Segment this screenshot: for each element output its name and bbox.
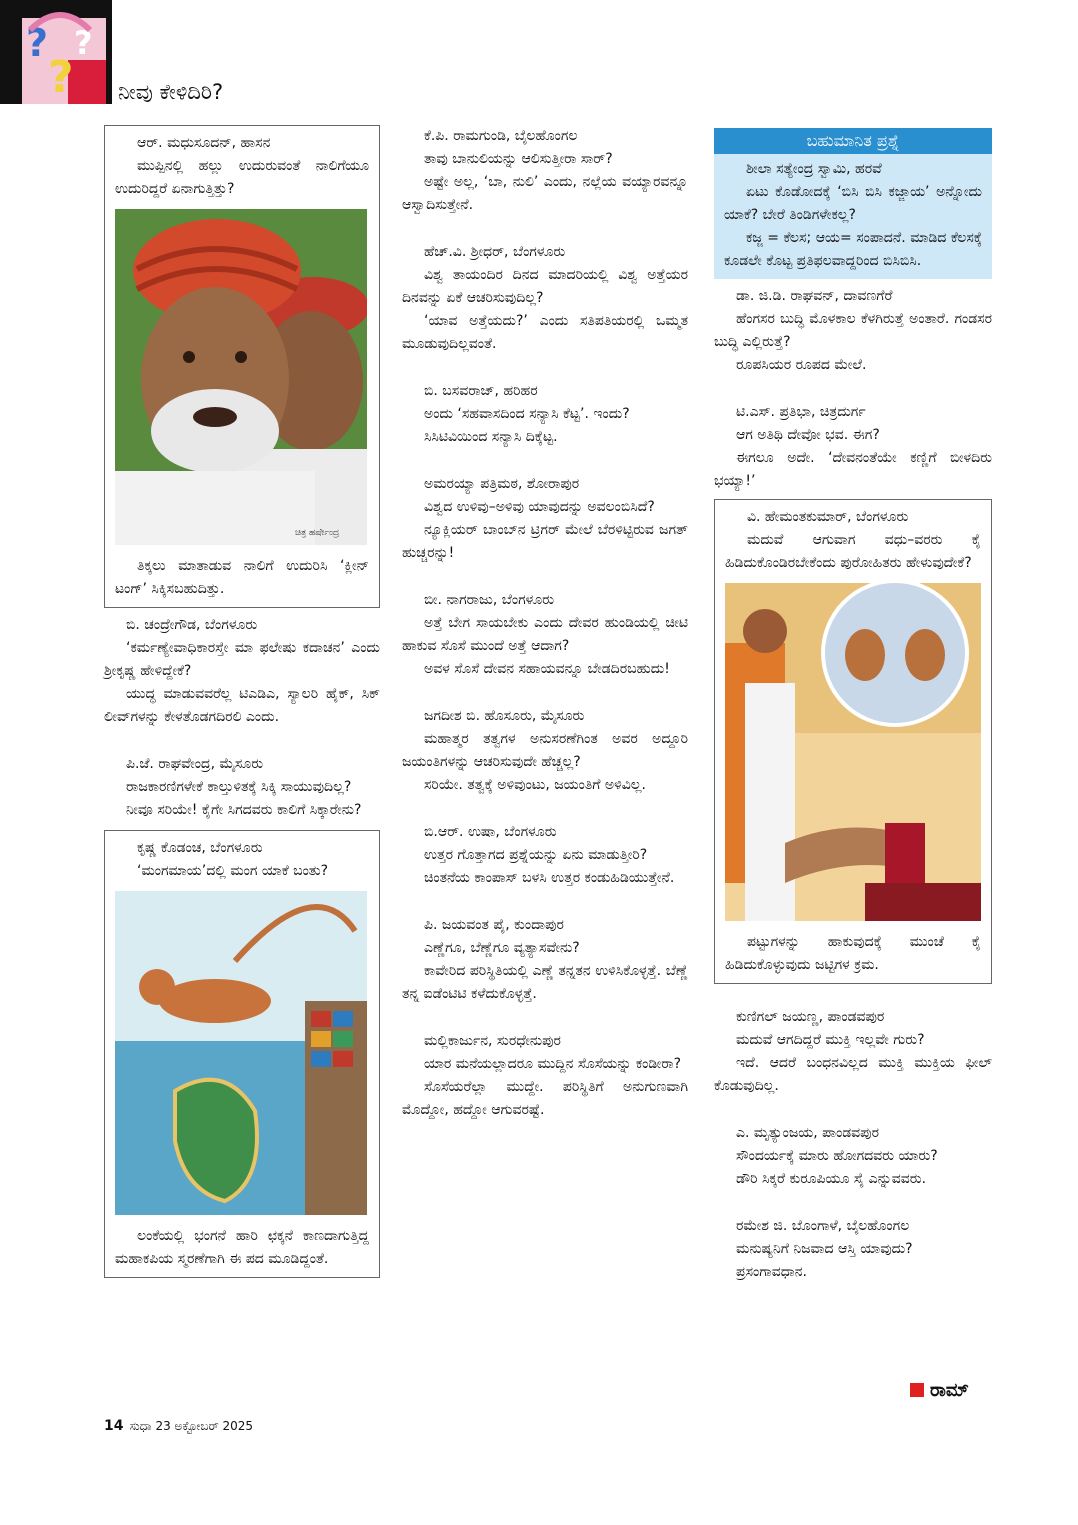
svg-text:?: ? bbox=[74, 24, 93, 62]
logo-art-icon bbox=[0, 0, 112, 104]
questioner-name: ಕೆ.ಪಿ. ರಾಮಗುಂಡಿ, ಬೈಲಹೊಂಗಲ bbox=[424, 128, 578, 144]
question-text: ಮದುವೆ ಆಗುವಾಗ ವಧು–ವರರು ಕೈ ಹಿಡಿದುಕೊಂಡಿರಬೇಕೆಂದು ಪುರೋಹಿತರು ಹೇಳುವುದೇಕೆ? bbox=[725, 532, 981, 571]
questioner-name: ವಿ. ಹೇಮಂತಕುಮಾರ್‌, ಬೆಂಗಳೂರು bbox=[747, 509, 909, 525]
answer-text: ಯುದ್ಧ ಮಾಡುವವರೆಲ್ಲ ಟಿಎಡಿಎ, ಸ್ಯಾಲರಿ ಹೈಕ್‌, ಸಿಕ್‌ ಲೀವ್‌ಗಳನ್ನು ಕೇಳತೊಡಗದಿರಲಿ ಎಂದು. bbox=[104, 686, 380, 725]
question-text: ತಾವು ಬಾನುಲಿಯನ್ನು ಆಲಿಸುತ್ತೀರಾ ಸಾರ್‌? bbox=[424, 151, 613, 167]
question-text: ವಿಶ್ವ ತಾಯಂದಿರ ದಿನದ ಮಾದರಿಯಲ್ಲಿ ವಿಶ್ವ ಅತ್ತೆಯರ ದಿನವನ್ನು ಏಕೆ ಆಚರಿಸುವುದಿಲ್ಲ? bbox=[402, 267, 688, 306]
wedding-handshake-illustration bbox=[725, 583, 981, 921]
questioner-name: ಅಮರಯ್ಯಾ ಪತ್ರಿಮಠ, ಶೋರಾಪುರ bbox=[424, 476, 580, 492]
column-2 bbox=[402, 125, 688, 1146]
questioner-name: ಪಿ.ಜೆ. ರಾಘವೇಂದ್ರ, ಮೈಸೂರು bbox=[126, 756, 264, 772]
questioner-name: ಹೆಚ್‌.ವಿ. ಶ್ರೀಧರ್‌, ಬೆಂಗಳೂರು bbox=[424, 244, 566, 260]
page-number: 14 bbox=[104, 1418, 124, 1434]
answer-text: ಇದೆ. ಆದರೆ ಬಂಧನವಿಲ್ಲದ ಮುಕ್ತಿ ಮುಕ್ತಿಯ ಫೀಲ್‌ ಕೊಡುವುದಿಲ್ಲ. bbox=[714, 1055, 992, 1094]
column-1 bbox=[104, 125, 380, 1278]
question-text: ರಾಜಕಾರಣಿಗಳೇಕೆ ಕಾಲ್ತುಳಿತಕ್ಕೆ ಸಿಕ್ಕಿ ಸಾಯುವುದಿಲ್ಲ? bbox=[126, 779, 352, 795]
answer-caption: ಪಟ್ಟುಗಳನ್ನು ಹಾಕುವುದಕ್ಕೆ ಮುಂಚೆ ಕೈ ಹಿಡಿದುಕೊಳ್ಳುವುದು ಜಟ್ಟಿಗಳ ಕ್ರಮ. bbox=[725, 934, 981, 973]
question-text: ಏಟು ಕೊಡೋದಕ್ಕೆ ‘ಬಿಸಿ ಬಿಸಿ ಕಜ್ಜಾಯ’ ಅನ್ನೋದು ಯಾಕೆ? ಬೇರೆ ತಿಂಡಿಗಳೇಕಲ್ಲ? bbox=[724, 184, 982, 223]
questioner-name: ಬಿ. ಬಸವರಾಜ್‌, ಹರಿಹರ bbox=[424, 383, 538, 399]
qa-item bbox=[402, 125, 688, 217]
question-text: ಮನುಷ್ಯನಿಗೆ ನಿಜವಾದ ಆಸ್ತಿ ಯಾವುದು? bbox=[736, 1241, 913, 1257]
questioner-name: ಬಿ.ಆರ್‌. ಉಷಾ, ಬೆಂಗಳೂರು bbox=[424, 824, 557, 840]
featured-question-box bbox=[714, 128, 992, 279]
questioner-name: ಡಾ. ಜಿ.ಡಿ. ರಾಘವನ್‌, ದಾವಣಗೆರೆ bbox=[736, 288, 893, 304]
qa-item bbox=[714, 401, 992, 493]
qa-item bbox=[402, 241, 688, 356]
answer-text: ಕಾವೇರಿದ ಪರಿಸ್ಥಿತಿಯಲ್ಲಿ ಎಣ್ಣೆ ತನ್ನತನ ಉಳಿಸಿಕೊಳ್ಳತ್ತೆ. ಬೆಣ್ಣೆ ತನ್ನ ಐಡೆಂಟಿಟಿ ಕಳೆದುಕೊಳ್ಳತ್ತೆ. bbox=[402, 963, 688, 1002]
answer-text: ಅಷ್ಟೇ ಅಲ್ಲ, ‘ಬಾ, ನುಲಿ’ ಎಂದು, ನಲ್ಲೆಯ ವಯ್ಯಾರವನ್ನೂ ಆಸ್ವಾದಿಸುತ್ತೇನೆ. bbox=[402, 174, 688, 213]
answer-text: ‘ಯಾವ ಅತ್ತೆಯದು?’ ಎಂದು ಸತಿಪತಿಯರಲ್ಲಿ ಒಮ್ಮತ ಮೂಡುವುದಿಲ್ಲವಂತೆ. bbox=[402, 313, 688, 352]
qa-item bbox=[402, 473, 688, 565]
question-text: ಅತ್ತೆ ಬೇಗ ಸಾಯಬೇಕು ಎಂದು ದೇವರ ಹುಂಡಿಯಲ್ಲಿ ಚೀಟಿ ಹಾಕುವ ಸೊಸೆ ಮುಂದೆ ಅತ್ತೆ ಆದಾಗ? bbox=[402, 615, 688, 654]
featured-illustrated-qa-2 bbox=[104, 830, 380, 1278]
qa-item bbox=[714, 1006, 992, 1098]
questioner-name: ಕುಣಿಗಲ್‌ ಜಯಣ್ಣ, ಪಾಂಡವಪುರ bbox=[736, 1009, 885, 1025]
question-text: ವಿಶ್ವದ ಉಳಿವು–ಅಳಿವು ಯಾವುದನ್ನು ಅವಲಂಬಿಸಿದೆ? bbox=[424, 499, 655, 515]
qa-item bbox=[714, 1122, 992, 1191]
question-marks-logo bbox=[0, 0, 112, 104]
question-text: ಮುಪ್ಪಿನಲ್ಲಿ ಹಲ್ಲು ಉದುರುವಂತೆ ನಾಲಿಗೆಯೂ ಉದುರಿದ್ದರೆ ಏನಾಗುತ್ತಿತ್ತು? bbox=[115, 158, 369, 197]
answer-text: ಈಗಲೂ ಅದೇ. ‘ದೇವನಂತೆಯೇ ಕಣ್ಣಿಗೆ ಬೀಳದಿರು ಭಯ್ಯಾ!’ bbox=[714, 450, 992, 489]
answer-text: ಚಿಂತನೆಯ ಕಾಂಪಾಸ್‌ ಬಳಸಿ ಉತ್ತರ ಕಂಡುಹಿಡಿಯುತ್ತೇನೆ. bbox=[424, 870, 675, 886]
answer-caption: ತಿಕ್ಕಲು ಮಾತಾಡುವ ನಾಲಿಗೆ ಉದುರಿಸಿ ‘ಕ್ಲೀನ್‌ ಟಂಗ್‌’ ಸಿಕ್ಕಿಸಬಹುದಿತ್ತು. bbox=[115, 558, 369, 597]
elderly-men-turban-illustration bbox=[115, 209, 367, 545]
qa-item bbox=[714, 285, 992, 377]
question-text: ಉತ್ತರ ಗೊತ್ತಾಗದ ಪ್ರಶ್ನೆಯನ್ನು ಏನು ಮಾಡುತ್ತೀರಿ? bbox=[424, 847, 648, 863]
question-text: ‘ಮಂಗಮಾಯ’ದಲ್ಲಿ ಮಂಗ ಯಾಕೆ ಬಂತು? bbox=[137, 863, 329, 879]
monkey-leaping-illustration bbox=[115, 891, 367, 1215]
answer-text: ಕಜ್ಜ = ಕೆಲಸ; ಆಯ= ಸಂಪಾದನೆ. ಮಾಡಿದ ಕೆಲಸಕ್ಕೆ ಕೂಡಲೇ ಕೊಟ್ಟ ಪ್ರತಿಫಲವಾದ್ದರಿಂದ ಬಿಸಿಬಿಸಿ. bbox=[724, 230, 982, 269]
issue-info: ಸುಧಾ 23 ಅಕ್ಟೋಬರ್‌ 2025 bbox=[129, 1419, 254, 1433]
answer-text: ನೀವೂ ಸರಿಯೇ! ಕೈಗೇ ಸಿಗದವರು ಕಾಲಿಗೆ ಸಿಕ್ಕಾರೇನು? bbox=[126, 802, 362, 818]
qa-item bbox=[402, 380, 688, 449]
featured-illustrated-qa-3 bbox=[714, 499, 992, 984]
author-name: ರಾಮ್‌ bbox=[930, 1380, 969, 1401]
answer-text: ರೂಪಸಿಯರ ರೂಪದ ಮೇಲೆ. bbox=[736, 357, 867, 373]
author-signoff bbox=[910, 1380, 969, 1401]
svg-text:?: ? bbox=[26, 21, 49, 65]
column-3 bbox=[714, 128, 992, 1284]
answer-text: ಪ್ರಸಂಗಾವಧಾನ. bbox=[736, 1264, 807, 1280]
questioner-name: ಬಿ. ಚಂದ್ರೇಗೌಡ, ಬೆಂಗಳೂರು bbox=[126, 617, 258, 633]
page-title: ನೀವು ಕೇಳಿದಿರಿ? bbox=[118, 80, 224, 104]
answer-text: ಡೌರಿ ಸಿಕ್ಕರೆ ಕುರೂಪಿಯೂ ಸೈ ಎನ್ನುವವರು. bbox=[736, 1171, 927, 1187]
questioner-name: ಮಲ್ಲಿಕಾರ್ಜುನ, ಸುರಧೇನುಪುರ bbox=[424, 1033, 561, 1049]
question-text: ಆಗ ಅತಿಥಿ ದೇವೋ ಭವ. ಈಗ? bbox=[736, 427, 880, 443]
questioner-name: ಕೃಷ್ಣ ಕೊಡಂಚ, ಬೆಂಗಳೂರು bbox=[137, 840, 263, 856]
question-text: ಯಾರ ಮನೆಯಲ್ಲಾದರೂ ಮುದ್ದಿನ ಸೊಸೆಯನ್ನು ಕಂಡೀರಾ? bbox=[424, 1056, 682, 1072]
questioner-name: ಜಗದೀಶ ಬಿ. ಹೊಸೂರು, ಮೈಸೂರು bbox=[424, 708, 585, 724]
questioner-name: ಬೀ. ನಾಗರಾಜು, ಬೆಂಗಳೂರು bbox=[424, 592, 555, 608]
qa-item bbox=[402, 589, 688, 681]
answer-text: ಸರಿಯೇ. ತತ್ವಕ್ಕೆ ಅಳಿವುಂಟು, ಜಯಂತಿಗೆ ಅಳಿವಿಲ್ಲ. bbox=[424, 777, 646, 793]
answer-caption: ಲಂಕೆಯಲ್ಲಿ ಭಂಗನೆ ಹಾರಿ ಛಕ್ಕನೆ ಕಾಣದಾಗುತ್ತಿದ್ದ ಮಹಾಕಪಿಯ ಸ್ಮರಣೆಗಾಗಿ ಈ ಪದ ಮೂಡಿದ್ದಂತೆ. bbox=[115, 1228, 369, 1267]
featured-question-title: ಬಹುಮಾನಿತ ಪ್ರಶ್ನೆ bbox=[714, 128, 992, 154]
qa-item bbox=[402, 705, 688, 797]
question-text: ಹೆಂಗಸರ ಬುದ್ಧಿ ಮೊಳಕಾಲ ಕೆಳಗಿರುತ್ತೆ ಅಂತಾರೆ. ಗಂಡಸರ ಬುದ್ಧಿ ಎಲ್ಲಿರುತ್ತೆ? bbox=[714, 311, 992, 350]
red-square-icon bbox=[910, 1383, 924, 1397]
qa-item bbox=[402, 821, 688, 890]
questioner-name: ಪಿ. ಜಯವಂತ ಪೈ, ಕುಂದಾಪುರ bbox=[424, 917, 564, 933]
question-text: ಎಣ್ಣೆಗೂ, ಬೆಣ್ಣೆಗೂ ವ್ಯತ್ಯಾಸವೇನು? bbox=[424, 940, 580, 956]
question-text: ಮಹಾತ್ಮರ ತತ್ವಗಳ ಅನುಸರಣೆಗಿಂತ ಅವರ ಅದ್ದೂರಿ ಜಯಂತಿಗಳನ್ನು ಆಚರಿಸುವುದೇ ಹೆಚ್ಚಲ್ಲ? bbox=[402, 731, 688, 770]
page-footer bbox=[104, 1418, 253, 1434]
illustrator-signature: ಚಿತ್ರ ಹರ್ಷೇಂದ್ರ bbox=[295, 528, 340, 538]
qa-item bbox=[402, 914, 688, 1006]
qa-item bbox=[104, 753, 380, 822]
questioner-name: ಟಿ.ಎಸ್‌. ಪ್ರತಿಭಾ, ಚಿತ್ರದುರ್ಗ bbox=[736, 404, 866, 420]
questioner-name: ಆರ್‌. ಮಧುಸೂದನ್‌, ಹಾಸನ bbox=[137, 135, 271, 151]
question-text: ‘ಕರ್ಮಣ್ಯೇವಾಧಿಕಾರಸ್ತೇ ಮಾ ಫಲೇಷು ಕದಾಚನ’ ಎಂದು ಶ್ರೀಕೃಷ್ಣ ಹೇಳಿದ್ದೇಕೆ? bbox=[104, 640, 380, 679]
question-text: ಅಂದು ‘ಸಹವಾಸದಿಂದ ಸನ್ಯಾಸಿ ಕೆಟ್ಟ’. ಇಂದು? bbox=[424, 406, 630, 422]
questioner-name: ಶೀಲಾ ಸತ್ಯೇಂದ್ರ ಸ್ವಾಮಿ, ಹರವೆ bbox=[746, 161, 882, 177]
question-text: ಮದುವೆ ಆಗದಿದ್ದರೆ ಮುಕ್ತಿ ಇಲ್ಲವೇ ಗುರು? bbox=[736, 1032, 925, 1048]
question-text: ಸೌಂದರ್ಯಕ್ಕೆ ಮಾರು ಹೋಗದವರು ಯಾರು? bbox=[736, 1148, 938, 1164]
svg-text:?: ? bbox=[48, 52, 74, 103]
answer-text: ಸೊಸೆಯರೆಲ್ಲಾ ಮುದ್ದೇ. ಪರಿಸ್ಥಿತಿಗೆ ಅನುಗುಣವಾಗಿ ಮೊದ್ದೋ, ಹದ್ದೋ ಆಗುವರಷ್ಟೆ. bbox=[402, 1079, 688, 1118]
qa-item bbox=[104, 614, 380, 729]
answer-text: ಸಿಸಿಟಿವಿಯಿಂದ ಸನ್ಯಾಸಿ ದಿಕ್ಕೆಟ್ಟ. bbox=[424, 429, 558, 445]
questioner-name: ಎ. ಮೃತ್ಯುಂಜಯ, ಪಾಂಡವಪುರ bbox=[736, 1125, 879, 1141]
questioner-name: ರಮೇಶ ಜಿ. ಬೊಂಗಾಳೆ, ಬೈಲಹೊಂಗಲ bbox=[736, 1218, 910, 1234]
featured-illustrated-qa-1 bbox=[104, 125, 380, 608]
qa-item bbox=[402, 1030, 688, 1122]
answer-text: ಅವಳ ಸೊಸೆ ದೇವನ ಸಹಾಯವನ್ನೂ ಬೇಡದಿರಬಹುದು! bbox=[424, 661, 670, 677]
qa-item bbox=[714, 1215, 992, 1284]
answer-text: ನ್ಯೂಕ್ಲಿಯರ್‌ ಬಾಂಬ್‌ನ ಟ್ರಿಗರ್‌ ಮೇಲೆ ಬೆರಳಿಟ್ಟಿರುವ ಜಗತ್‌ ಹುಚ್ಚರನ್ನು! bbox=[402, 522, 688, 561]
